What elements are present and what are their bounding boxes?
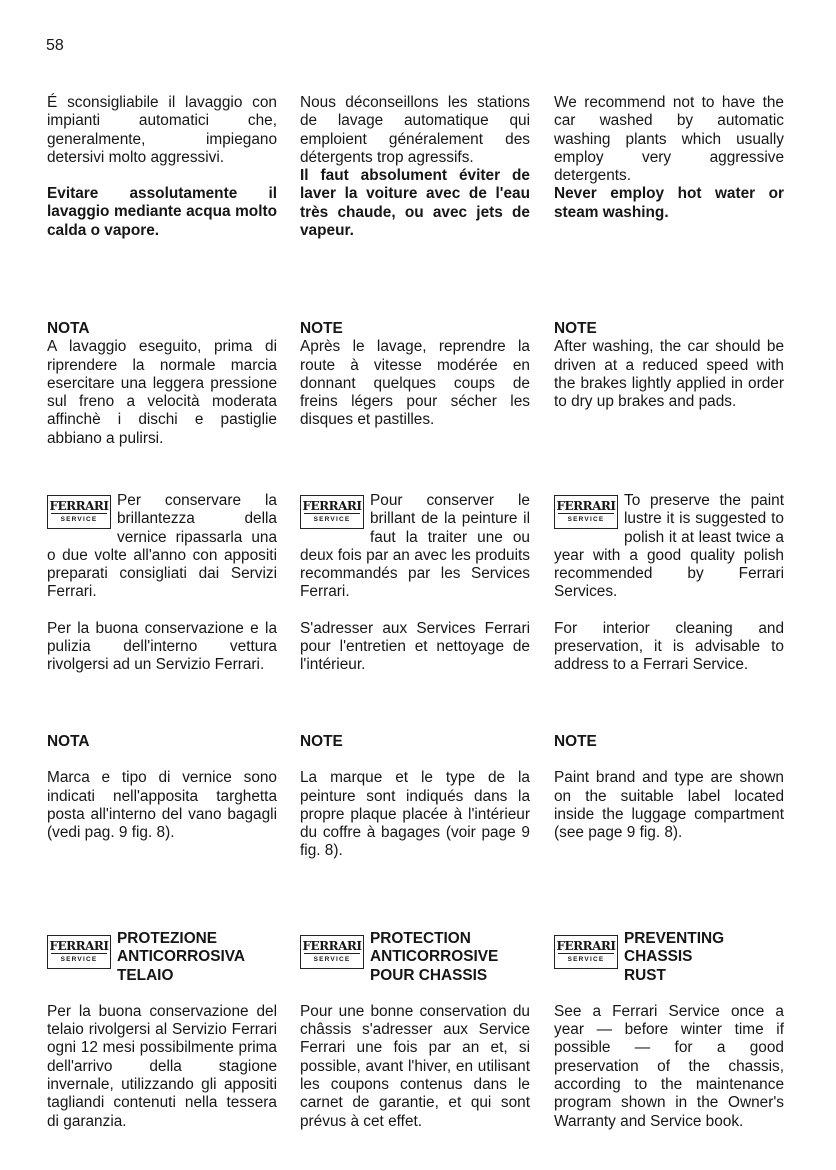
paint-care-fr bbox=[300, 492, 530, 675]
note-heading: NOTE bbox=[554, 733, 597, 750]
paragraph: Per la buona conservazione e la pulizia dell'interno vettura rivolgersi ad un Servizio Ferrari. bbox=[47, 619, 277, 674]
note-after-washing-it bbox=[47, 320, 277, 448]
title-line: ANTICORROSIVA bbox=[117, 948, 245, 966]
paragraph: S'adresser aux Services Ferrari pour l'entretien et nettoyage de l'intérieur. bbox=[300, 619, 530, 674]
title-line: PROTECTION bbox=[370, 930, 471, 947]
note-heading: NOTE bbox=[300, 320, 343, 337]
title-line: TELAIO bbox=[117, 966, 174, 984]
title-line: POUR CHASSIS bbox=[370, 966, 488, 984]
note-after-washing-en bbox=[554, 320, 784, 411]
section-heading bbox=[47, 930, 277, 985]
paint-care-en bbox=[554, 492, 784, 675]
paragraph: É sconsigliabile il lavaggio con impianti automatici che, generalmente, impiegano detersivi molto aggressivi. bbox=[47, 94, 277, 166]
note-heading: NOTA bbox=[47, 733, 90, 750]
paragraph: To preserve the paint lustre it is suggested to polish it at least twice a year with a good quality polish recommended by Ferrari Services. bbox=[554, 492, 784, 601]
paragraph: Après le lavage, reprendre la route à vitesse modérée en donnant quelques coups de freins légers pour sécher les disques et pastilles. bbox=[300, 338, 530, 429]
chassis-protection-en bbox=[554, 930, 784, 1131]
paragraph-bold: Il faut absolument éviter de laver la voiture avec de l'eau très chaude, ou avec jets de vapeur. bbox=[300, 167, 530, 240]
note-heading: NOTE bbox=[554, 320, 597, 337]
paragraph: Marca e tipo di vernice sono indicati nell'apposita targhetta posta all'interno del vano bagagli (vedi pag. 9 fig. 8). bbox=[47, 769, 277, 842]
paragraph: Pour conserver le brillant de la peinture il faut la traiter une ou deux fois par an avec les produits recommandés par les Services Ferrari. bbox=[300, 492, 530, 601]
chassis-protection-it bbox=[47, 930, 277, 1131]
paragraph: For interior cleaning and preservation, it is advisable to address to a Ferrari Service. bbox=[554, 619, 784, 674]
title-line: CHASSIS bbox=[624, 948, 693, 966]
paragraph: Paint brand and type are shown on the suitable label located inside the luggage compartment (see page 9 fig. 8). bbox=[554, 769, 784, 842]
washing-warning-it bbox=[47, 94, 277, 240]
title-line: PROTEZIONE bbox=[117, 930, 218, 947]
ferrari-service-logo-icon: FERRARI SERVICE bbox=[47, 935, 111, 969]
section-heading bbox=[554, 930, 784, 985]
ferrari-service-logo-icon: FERRARI SERVICE bbox=[554, 495, 618, 529]
paragraph: Per conservare la brillantezza della vernice ripassarla una o due volte all'anno con appositi preparati consigliati dai Servizi Ferrari. bbox=[47, 492, 277, 601]
page-number: 58 bbox=[46, 37, 64, 54]
washing-warning-fr bbox=[300, 94, 530, 240]
note-after-washing-fr bbox=[300, 320, 530, 430]
chassis-protection-fr bbox=[300, 930, 530, 1131]
title-line: RUST bbox=[624, 966, 666, 984]
note-heading: NOTA bbox=[47, 320, 90, 337]
section-heading bbox=[300, 930, 530, 985]
paragraph: We recommend not to have the car washed by automatic washing plants which usually employ very aggressive detergents. bbox=[554, 94, 784, 185]
paragraph: Per la buona conservazione del telaio rivolgersi al Servizio Ferrari ogni 12 mesi possibilmente prima dell'arrivo della stagione invernale, utilizzando gli appositi tagliandi contenuti nella tessera di garanzia. bbox=[47, 1002, 277, 1130]
ferrari-service-logo-icon: FERRARI SERVICE bbox=[47, 495, 111, 529]
note-paint-label-it bbox=[47, 733, 277, 842]
paragraph-bold: Never employ hot water or steam washing. bbox=[554, 185, 784, 221]
note-heading: NOTE bbox=[300, 733, 343, 750]
note-paint-label-fr bbox=[300, 733, 530, 861]
washing-warning-en bbox=[554, 94, 784, 222]
note-paint-label-en bbox=[554, 733, 784, 842]
ferrari-service-logo-icon: FERRARI SERVICE bbox=[300, 495, 364, 529]
paragraph: Pour une bonne conservation du châssis s'adresser aux Service Ferrari une fois par an et, si possible, avant l'hiver, en utilisant les coupons contenus dans le carnet de garantie, et qui sont prévus à cet effet. bbox=[300, 1002, 530, 1130]
paragraph: See a Ferrari Service once a year — before winter time if possible — for a good preservation of the chassis, according to the maintenance program shown in the Owner's Warranty and Service book. bbox=[554, 1002, 784, 1130]
paragraph-bold: Evitare assolutamente il lavaggio mediante acqua molto calda o vapore. bbox=[47, 185, 277, 239]
ferrari-service-logo-icon: FERRARI SERVICE bbox=[554, 935, 618, 969]
paragraph: A lavaggio eseguito, prima di riprendere la normale marcia esercitare una leggera pressione sul freno a velocità moderata affinchè i dischi e pastiglie abbiano a pulirsi. bbox=[47, 338, 277, 447]
paragraph: La marque et le type de la peinture sont indiqués dans la propre plaque placée à l'intérieur du coffre à bagages (voir page 9 fig. 8). bbox=[300, 769, 530, 860]
title-line: ANTICORROSIVE bbox=[370, 948, 499, 966]
title-line: PREVENTING bbox=[624, 930, 725, 947]
ferrari-service-logo-icon: FERRARI SERVICE bbox=[300, 935, 364, 969]
paragraph: Nous déconseillons les stations de lavage automatique qui emploient généralement des détergents trop agressifs. bbox=[300, 94, 530, 166]
paragraph: After washing, the car should be driven at a reduced speed with the brakes lightly applied in order to dry up brakes and pads. bbox=[554, 338, 784, 411]
paint-care-it bbox=[47, 492, 277, 675]
